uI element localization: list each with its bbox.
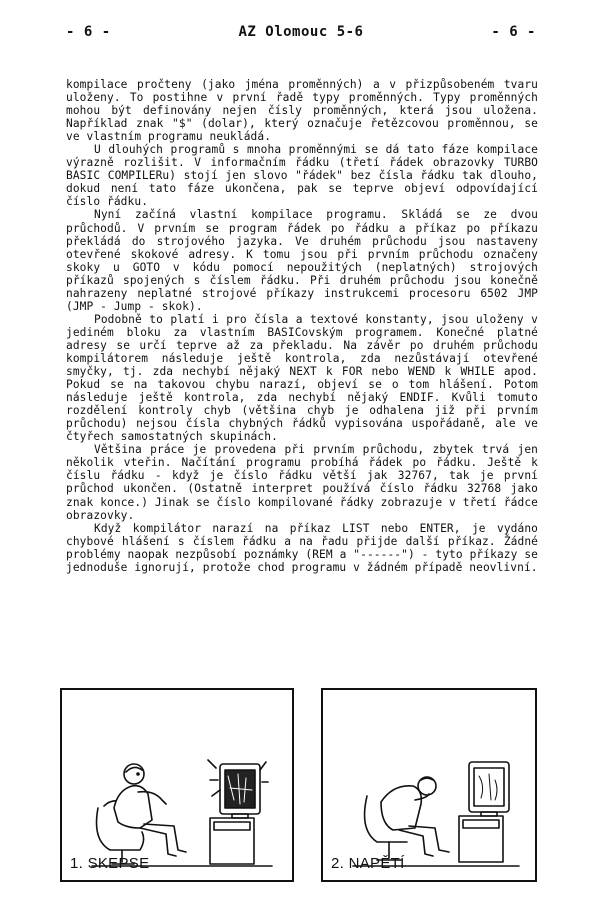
page-header	[66, 24, 536, 44]
header-page-number-right: - 6 -	[491, 24, 536, 40]
paragraph-3: Nyní začíná vlastní kompilace programu. Skládá se ze dvou průchodů. V prvním se program řádek po řádku a příkaz po příkazu překládá do strojového jazyka. Ve druhém průchodu jsou nastaveny otevřené skokové adresy. K tomu jsou při prvním průchodu označeny skoky u GOTO v kódu pomocí nepoužitých (neplatných) strojových příkazů spojených s číslem řádku. Při druhém průchodu jsou konečně nahrazeny neplatné strojové příkazy instrukcemi procesoru 6502 JMP (JMP - Jump - skok).	[66, 208, 538, 313]
article-body	[66, 78, 538, 574]
cartoon-skepse	[60, 688, 294, 882]
paragraph-5: Většina práce je provedena při prvním průchodu, zbytek trvá jen několik vteřin. Načítání programu probíhá řádek po řádku. Ještě k číslu řádku - když je číslo řádku větší jak 32767, tak je první průchod ukončen. (Ostatně interpret používá číslo řádku 32768 jako znak konce.) Jinak se číslo kompilované řádky zobrazuje v třetí řádce obrazovky.	[66, 443, 538, 522]
paragraph-2: U dlouhých programů s mnoha proměnnými se dá tato fáze kompilace výrazně rozlišit. V informačním řádku (třetí řádek obrazovky TURBO BASIC COMPILERu) stojí jen slovo "řádek" bez čísla řádku tak dlouho, dokud není tato fáze ukončena, pak se teprve objeví odpovídající číslo řádku.	[66, 143, 538, 209]
skeptic-illustration	[62, 690, 292, 880]
paragraph-1: kompilace pročteny (jako jména proměnných) a v přizpůsobeném tvaru uloženy. To postihne v první řadě typy proměnných. Typy proměnných mohou být definovány nejen čísly proměnných, která jsou uložena. Například znak "$" (dolar), který označuje řetězcovou proměnnou, se ve vlastním programu neukládá.	[66, 78, 538, 144]
cartoon-napeti	[321, 688, 537, 882]
paragraph-6: Když kompilátor narazí na příkaz LIST nebo ENTER, je vydáno chybové hlášení s číslem řádku a na řadu přijde další příkaz. Žádné problémy naopak nezpůsobí poznámky (REM a "------") - tyto příkazy se jednoduše ignorují, protože chod programu v žádném případě neovlivní.	[66, 521, 538, 574]
paragraph-4: Podobně to platí i pro čísla a textové konstanty, jsou uloženy v jediném bloku za vlastním BASICovským programem. Konečné platné adresy se určí teprve až za překladu. Na závěr po druhém průchodu kompilátorem následuje ještě kontrola, zda nezůstávají otevřené smyčky, tj. zda nechybí nějaký NEXT k FOR nebo WEND k WHILE apod. Pokud se na takovou chybu narazí, objeví se o tom hlášení. Potom následuje ještě kontrola, zda nechybí nějaký ENDIF. Kvůli tomuto rozdělení kontroly chyb (většina chyb je odhalena již při prvním průchodu) nejsou čísla chybných řádků vypisována uspořádaně, ale ve čtyřech samostatných skupinách.	[66, 312, 538, 444]
caption-1: 1. SKEPSE	[70, 855, 150, 872]
header-page-number-left: - 6 -	[66, 24, 111, 40]
caption-2: 2. NAPĚTÍ	[331, 855, 405, 872]
tension-illustration	[323, 690, 535, 880]
header-title: AZ Olomouc 5-6	[238, 24, 364, 40]
